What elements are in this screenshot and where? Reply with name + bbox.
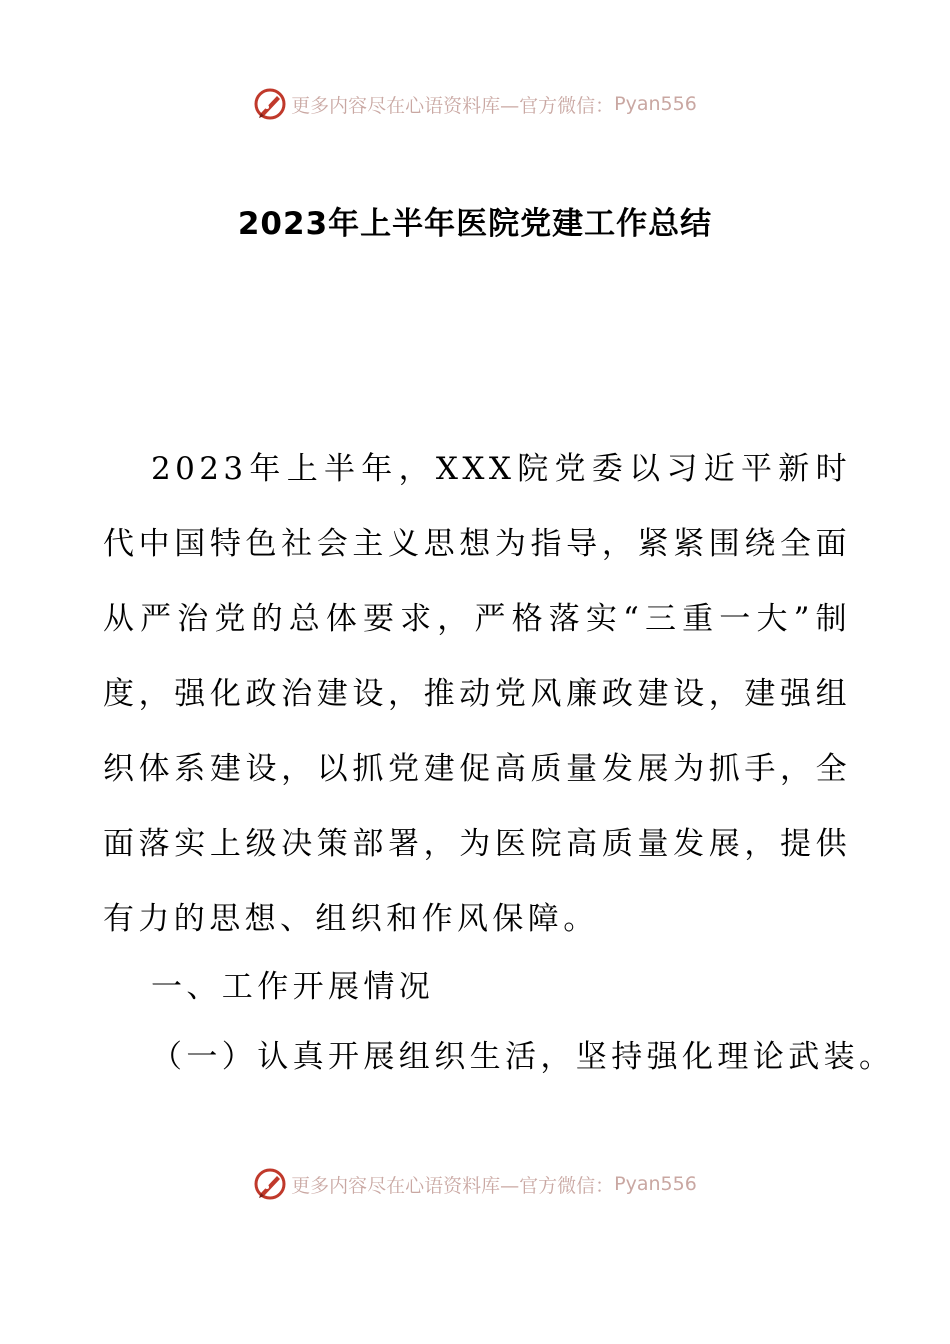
footer-watermark	[0, 1164, 950, 1204]
header-watermark	[0, 84, 950, 124]
watermark-text: 更多内容尽在心语资料库—官方微信：	[291, 94, 615, 117]
pen-logo-icon	[253, 1167, 287, 1201]
document-title: 2023年上半年医院党建工作总结	[237, 206, 713, 242]
section-heading: 一、工作开展情况	[151, 969, 435, 1005]
watermark-wechat-id: Pyan556	[614, 93, 697, 115]
watermark-text: 更多内容尽在心语资料库—官方微信：	[291, 1174, 615, 1197]
watermark-wechat-id: Pyan556	[614, 1173, 697, 1195]
body-paragraph: 2023年上半年，XXX院党委以习近平新时代中国特色社会主义思想为指导，紧紧围绕全面从严治党的总体要求，严格落实“三重一大”制度，强化政治建设，推动党风廉政建设，建强组织体系建设，以抓党建促高质量发展为抓手，全面落实上级决策部署，为医院高质量发展，提供有力的思想、组织和作风保障。	[103, 451, 851, 937]
subsection-heading: （一）认真开展组织生活，坚持强化理论武装。	[151, 1039, 895, 1075]
pen-logo-icon	[253, 87, 287, 121]
